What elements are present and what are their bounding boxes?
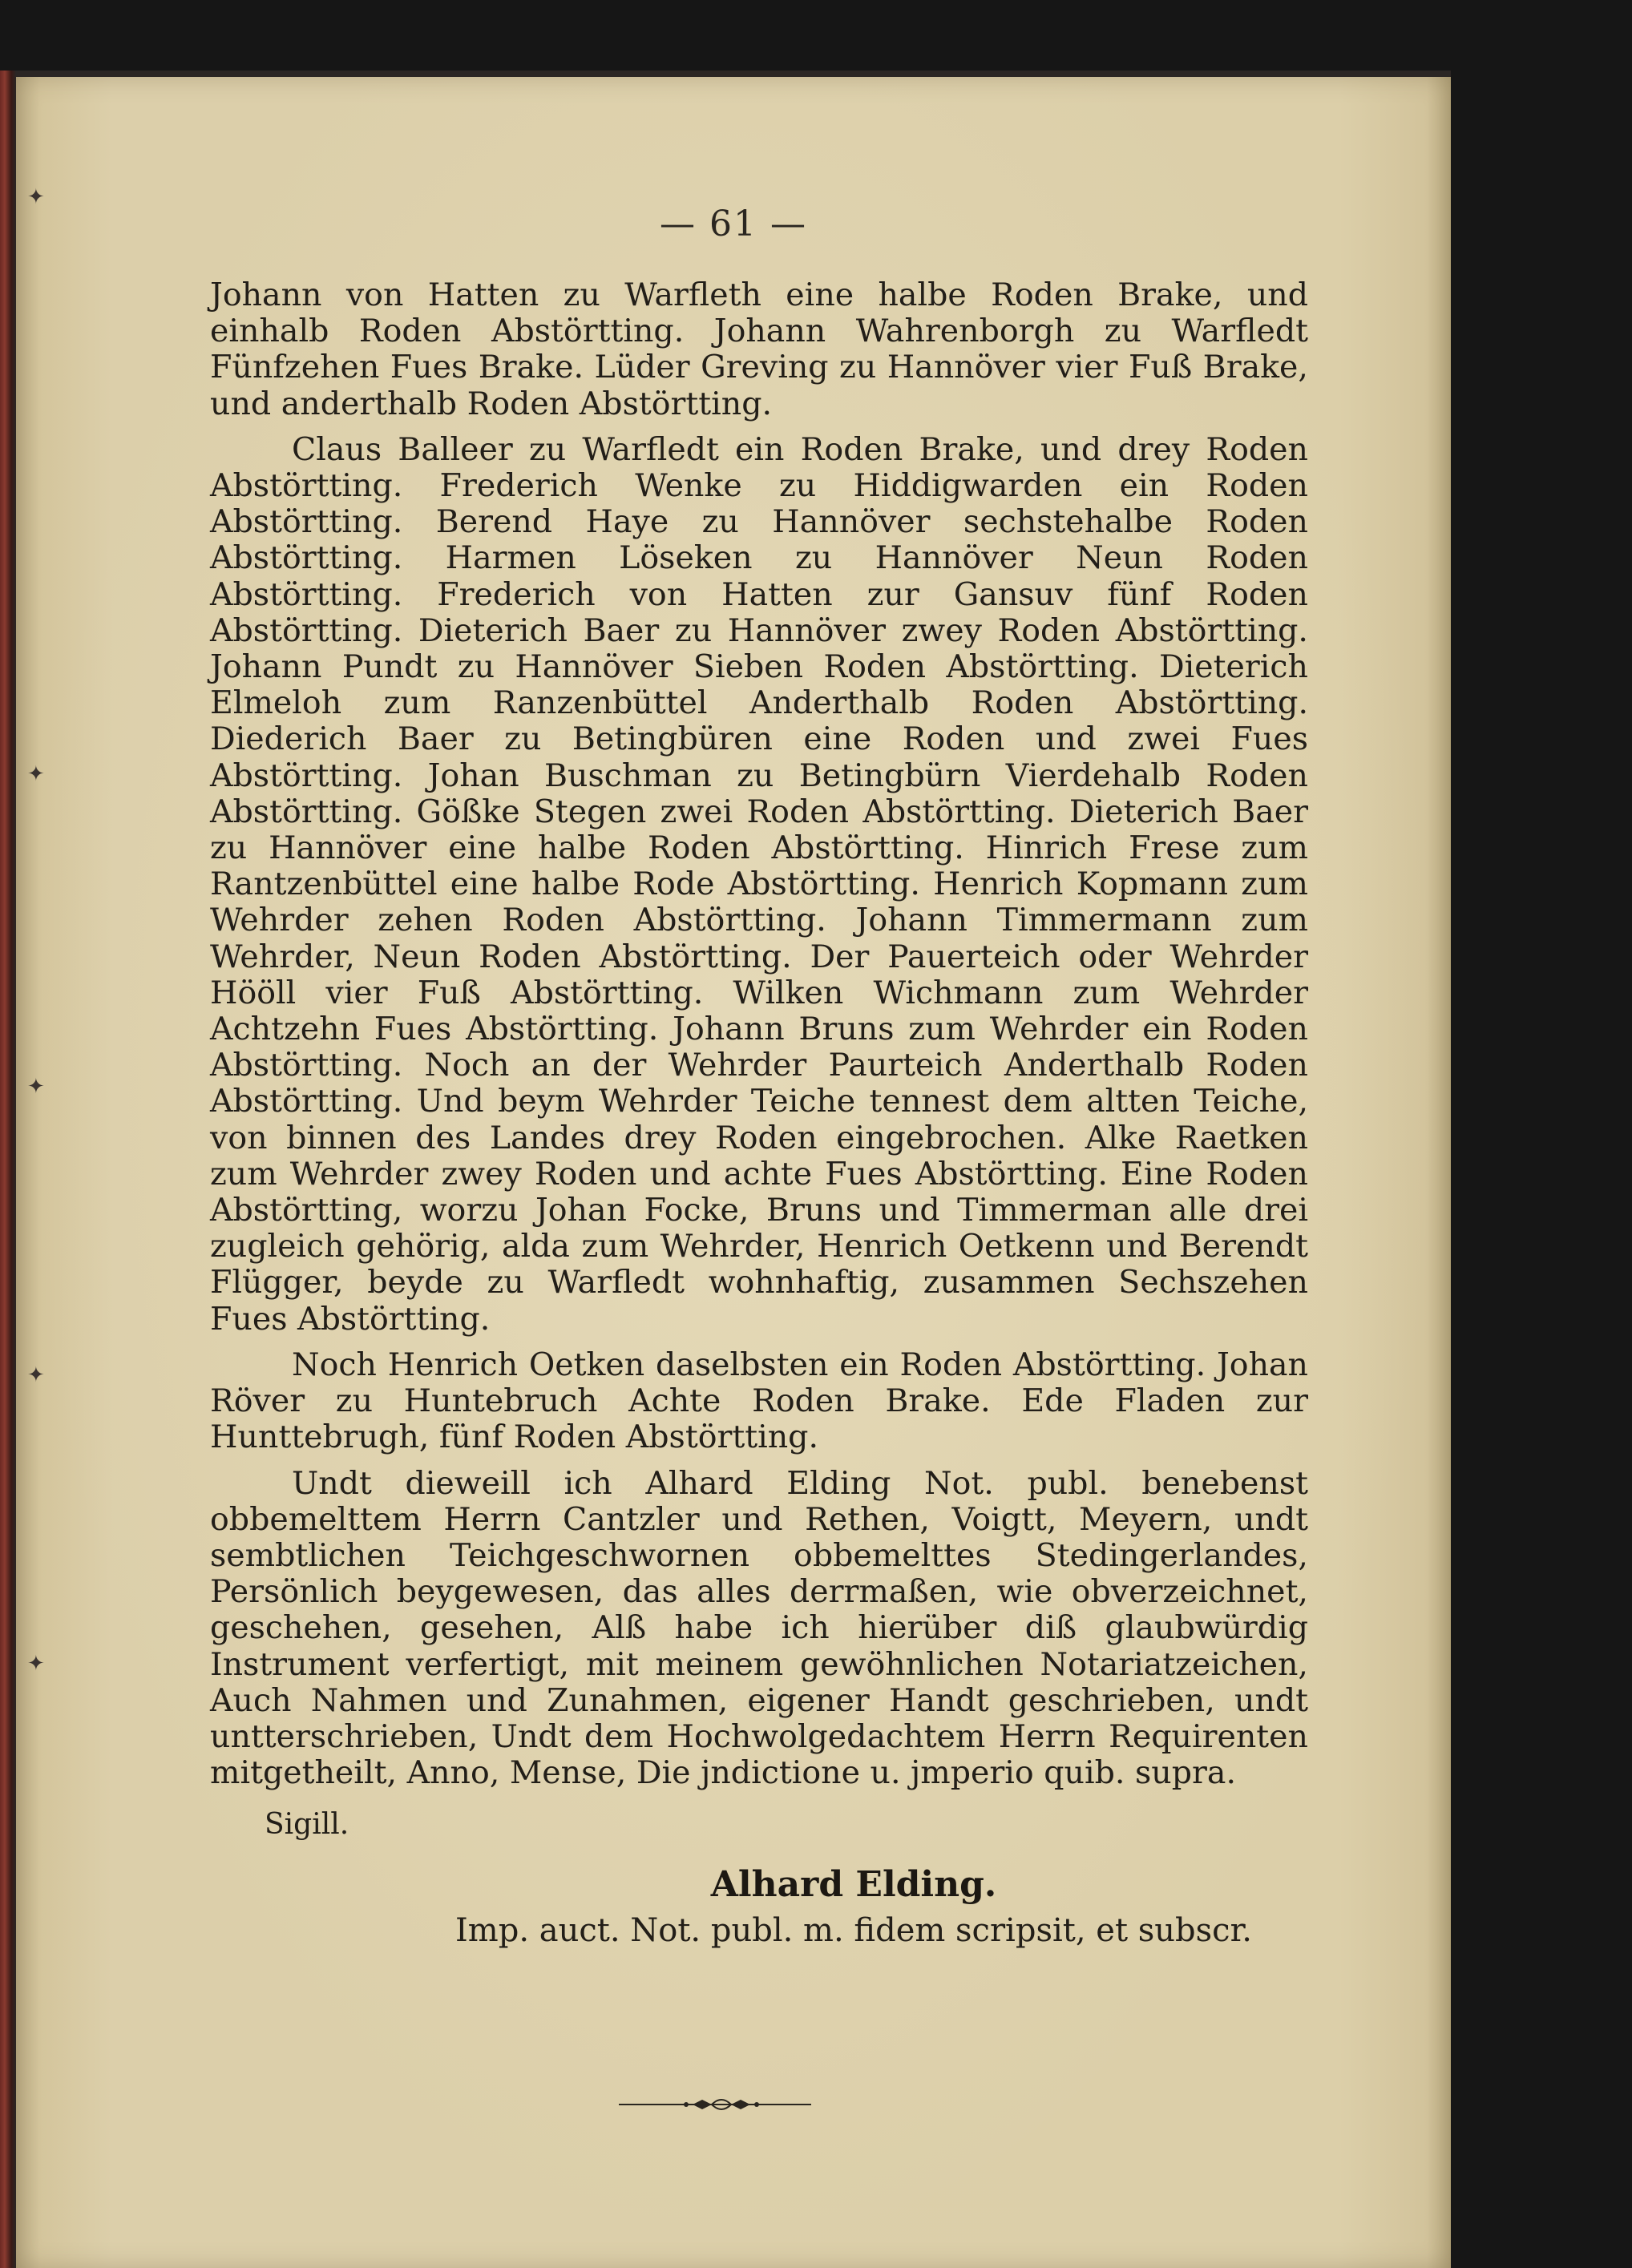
margin-tick: ✦	[27, 1652, 45, 1676]
seal-note: Sigill.	[265, 1808, 349, 1841]
margin-tick: ✦	[27, 1075, 45, 1099]
main-text	[210, 277, 1308, 1801]
paragraph: Undt dieweill ich Alhard Elding Not. publ. benebenst obbemelttem Herrn Cantzler und Rethen, Voigtt, Meyern, undt sembtlichen Teichgeschwornen obbemelttes Stedingerlandes, Persönlich beygewesen, das alles derrmaßen, wie obverzeichnet, geschehen, gesehen, Alß habe ich hierüber diß glaubwürdig Instrument verfertigt, mit meinem gewöhnlichen Notariatzeichen, Auch Nahmen und Zunahmen, eigener Handt geschrieben, undt untterschrieben, Undt dem Hochwolgedachtem Herrn Requirenten mitgetheilt, Anno, Mense, Die jndictione u. jmperio quib. supra.	[210, 1464, 1308, 1792]
paragraph: Noch Henrich Oetken daselbsten ein Roden Abstörtting. Johan Röver zu Huntebruch Achte Roden Brake. Ede Fladen zur Hunttebrugh, fünf Roden Abstörtting.	[210, 1346, 1308, 1456]
margin-tick: ✦	[27, 1363, 45, 1387]
paragraph: Johann von Hatten zu Warfleth eine halbe Roden Brake, und einhalb Roden Abstörtting. Johann Wahrenborgh zu Warfledt Fünfzehen Fues Brake. Lüder Greving zu Hannöver vier Fuß Brake, und anderthalb Roden Abstörtting.	[210, 276, 1308, 422]
book-page	[16, 77, 1451, 2268]
margin-tick: ✦	[27, 185, 45, 209]
paragraph: Claus Balleer zu Warfledt ein Roden Brake, und drey Roden Abstörtting. Frederich Wenke zu Hiddigwarden ein Roden Abstörtting. Berend Haye zu Hannöver sechstehalbe Roden Abstörtting. Harmen Löseken zu Hannöver Neun Roden Abstörtting. Frederich von Hatten zur Gansuv fünf Roden Abstörtting. Dieterich Baer zu Hannöver zwey Roden Abstörtting. Johann Pundt zu Hannöver Sieben Roden Abstörtting. Dieterich Elmeloh zum Ranzenbüttel Anderthalb Roden Abstörtting. Diederich Baer zu Betingbüren eine Roden und zwei Fues Abstörtting. Johan Buschman zu Betingbürn Vierdehalb Roden Abstörtting. Gößke Stegen zwei Roden Abstörtting. Dieterich Baer zu Hannöver eine halbe Roden Abstörtting. Hinrich Frese zum Rantzenbüttel eine halbe Rode Abstörtting. Henrich Kopmann zum Wehrder zehen Roden Abstörtting. Johann Timmermann zum Wehrder, Neun Roden Abstörtting. Der Pauerteich oder Wehrder Hööll vier Fuß Abstörtting. Wilken Wichmann zum Wehrder Achtzehn Fues Abstörtting. Johann Bruns zum Wehrder ein Roden Abstörtting. Noch an der Wehrder Paurteich Anderthalb Roden Abstörtting. Und beym Wehrder Teiche tennest dem altten Teiche, von binnen des Landes drey Roden eingebrochen. Alke Raetken zum Wehrder zwey Roden und achte Fues Abstörtting. Eine Roden Abstörtting, worzu Johan Focke, Bruns und Timmerman alle drei zugleich gehörig, alda zum Wehrder, Henrich Oetkenn und Berendt Flügger, beyde zu Warfledt wohnhaftig, zusammen Sechszehen Fues Abstörtting.	[210, 430, 1308, 1338]
page-number: — 61 —	[660, 204, 807, 244]
margin-tick: ✦	[27, 762, 45, 786]
ornament-divider	[619, 2096, 811, 2113]
notary-signature: Alhard Elding.	[710, 1864, 997, 1905]
notary-attestation: Imp. auct. Not. publ. m. fidem scripsit, et subscr.	[454, 1912, 1253, 1949]
